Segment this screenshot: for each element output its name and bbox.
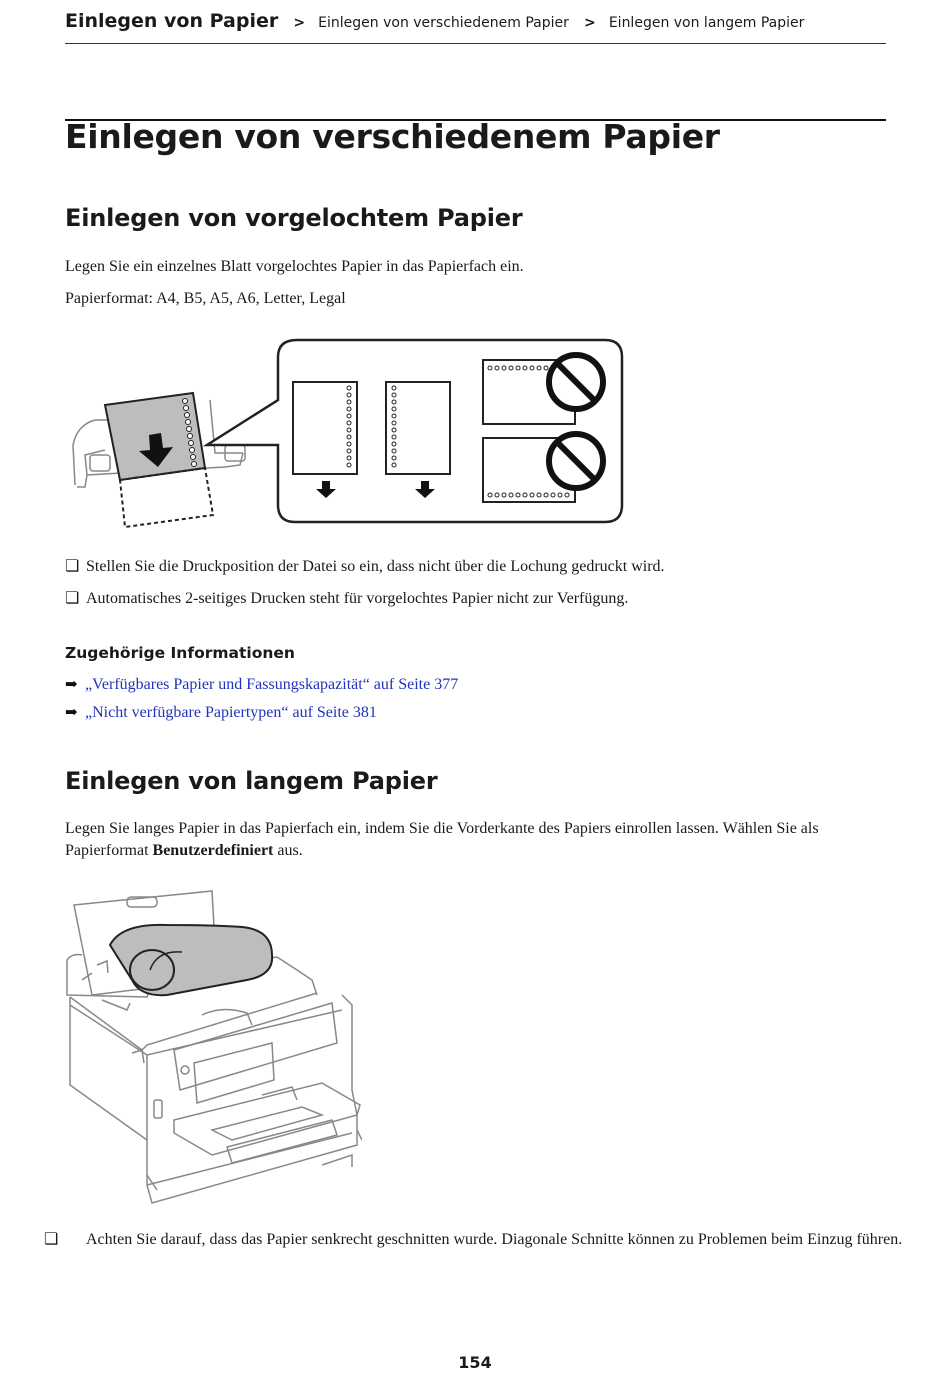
related-link-row bbox=[65, 674, 458, 696]
breadcrumb-item-1[interactable]: Einlegen von Papier bbox=[65, 10, 279, 32]
breadcrumb-separator: > bbox=[293, 15, 306, 31]
page-number: 154 bbox=[458, 1353, 492, 1372]
related-link-unavailable-paper[interactable]: „Nicht verfügbare Papiertypen“ auf Seite 381 bbox=[85, 704, 377, 721]
arrow-right-icon: ➡ bbox=[65, 677, 78, 693]
checkbox-bullet-icon: ❏ bbox=[65, 590, 80, 607]
bullet-item bbox=[65, 556, 665, 578]
page-title: Einlegen von verschiedenem Papier bbox=[65, 117, 720, 156]
bullet-item bbox=[44, 1229, 908, 1251]
section-heading-long-paper: Einlegen von langem Papier bbox=[65, 767, 438, 795]
arrow-right-icon: ➡ bbox=[65, 705, 78, 721]
related-link-row bbox=[65, 702, 377, 724]
related-info-heading: Zugehörige Informationen bbox=[65, 644, 295, 662]
prohibited-icon bbox=[549, 355, 603, 409]
breadcrumb-item-3[interactable]: Einlegen von langem Papier bbox=[608, 15, 805, 31]
bullet-item bbox=[65, 588, 628, 610]
bullet-text: Achten Sie darauf, dass das Papier senkrecht geschnitten wurde. Diagonale Schnitte können zu Problemen beim Einzug führen. bbox=[86, 1231, 903, 1248]
paper-format-value: Benutzerdefiniert bbox=[152, 842, 274, 859]
prepunched-paper-illustration bbox=[65, 335, 630, 535]
paragraph: Legen Sie langes Papier in das Papierfach ein, indem Sie die Vorderkante des Papiers einrollen lassen. Wählen Sie als Papierformat Benutzerdefiniert aus. bbox=[65, 820, 819, 859]
checkbox-bullet-icon: ❏ bbox=[44, 1231, 59, 1248]
section-heading-prepunched: Einlegen von vorgelochtem Papier bbox=[65, 204, 523, 232]
breadcrumb-item-2[interactable]: Einlegen von verschiedenem Papier bbox=[318, 15, 569, 31]
breadcrumb-separator: > bbox=[584, 15, 596, 31]
checkbox-bullet-icon: ❏ bbox=[65, 558, 80, 575]
paragraph: Legen Sie ein einzelnes Blatt vorgelochtes Papier in das Papierfach ein. bbox=[65, 258, 524, 275]
bullet-text: Automatisches 2-seitiges Drucken steht für vorgelochtes Papier nicht zur Verfügung. bbox=[86, 590, 629, 607]
prohibited-icon bbox=[549, 434, 603, 488]
breadcrumb bbox=[65, 10, 886, 44]
rolled-paper bbox=[110, 925, 272, 995]
long-paper-printer-illustration bbox=[62, 885, 362, 1207]
related-link-available-paper[interactable]: „Verfügbares Papier und Fassungskapazität“ auf Seite 377 bbox=[85, 676, 459, 693]
paragraph-paper-format: Papierformat: A4, B5, A5, A6, Letter, Legal bbox=[65, 290, 346, 307]
bullet-text: Stellen Sie die Druckposition der Datei so ein, dass nicht über die Lochung gedruckt wird. bbox=[86, 558, 665, 575]
